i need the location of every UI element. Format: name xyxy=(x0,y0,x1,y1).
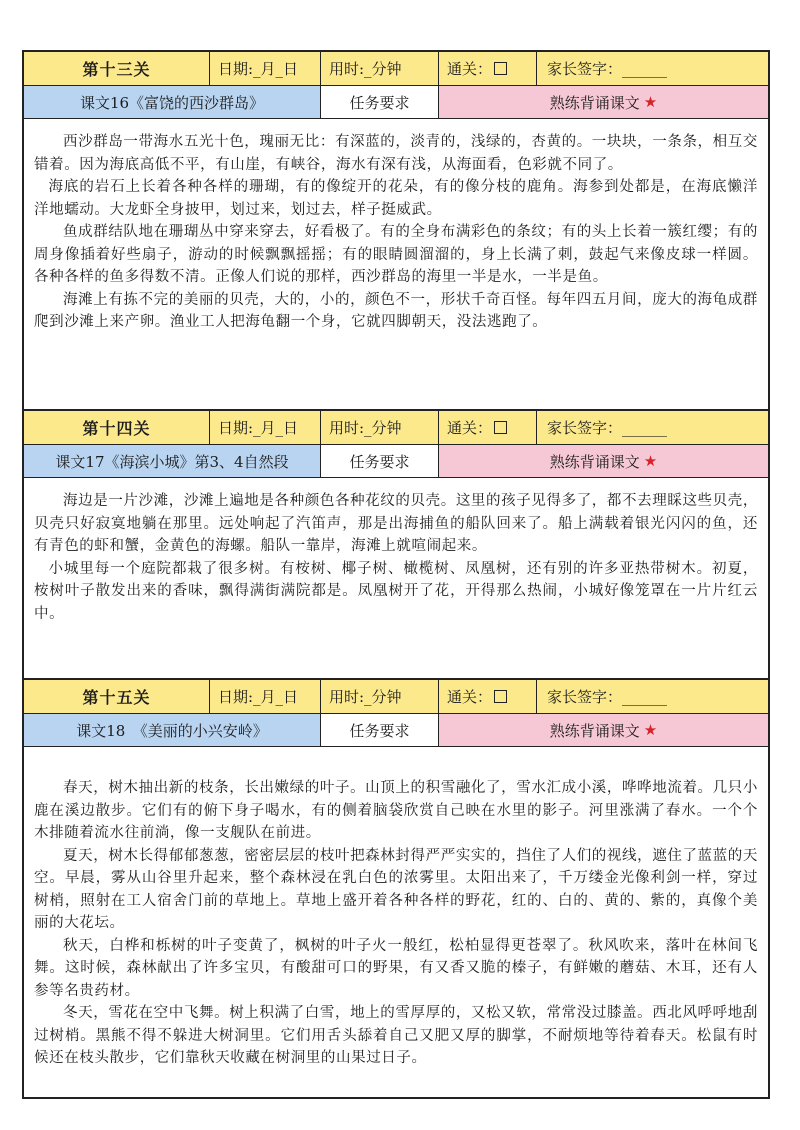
pass-field xyxy=(439,680,537,713)
pass-label: 通关： xyxy=(447,60,493,78)
star-icon: ★ xyxy=(643,452,658,470)
task-requirement xyxy=(439,714,768,746)
pass-label: 通关： xyxy=(447,419,493,437)
lesson-text xyxy=(24,119,768,409)
task-requirement xyxy=(439,86,768,118)
level-header-row xyxy=(24,52,768,86)
level-header-row xyxy=(24,411,768,445)
paragraph: 海底的岩石上长着各种各样的珊瑚，有的像绽开的花朵，有的像分枝的鹿角。海参到处都是，在海底懒洋洋地蠕动。大龙虾全身披甲，划过来，划过去，样子挺威武。 xyxy=(34,179,758,218)
task-label: 任务要求 xyxy=(321,86,439,118)
task-requirement xyxy=(439,445,768,477)
paragraph: 海滩上有拣不完的美丽的贝壳，大的，小的，颜色不一，形状千奇百怪。每年四五月间，庞大的海龟成群爬到沙滩上来产卵。渔业工人把海龟翻一个身，它就四脚朝天，没法逃跑了。 xyxy=(34,291,758,330)
date-field: 日期:_月_日 xyxy=(210,411,321,444)
paragraph: 春天，树木抽出新的枝条，长出嫩绿的叶子。山顶上的积雪融化了，雪水汇成小溪，哗哗地流着。几只小鹿在溪边散步。它们有的俯下身子喝水，有的侧着脑袋欣赏自己映在水里的影子。河里涨满了春水。一个个木排随着流水往前淌，像一支舰队在前进。 xyxy=(34,780,758,841)
paragraph: 冬天，雪花在空中飞舞。树上积满了白雪，地上的雪厚厚的，又松又软，常常没过膝盖。西北风呼呼地刮过树梢。黑熊不得不躲进大树洞里。它们用舌头舔着自己又肥又厚的脚掌，不耐烦地等待着春天。松鼠有时候还在枝头散步，它们靠秋天收藏在树洞里的山果过日子。 xyxy=(34,1005,758,1066)
level-title: 第十四关 xyxy=(24,411,210,444)
lesson-title: 课文18 《美丽的小兴安岭》 xyxy=(24,714,321,746)
paragraph: 夏天，树木长得郁郁葱葱，密密层层的枝叶把森林封得严严实实的，挡住了人们的视线，遮住了蓝蓝的天空。早晨，雾从山谷里升起来，整个森林浸在乳白色的浓雾里。太阳出来了，千万缕金光像利剑一样，穿过树梢，照射在工人宿舍门前的草地上。草地上盛开着各种各样的野花，红的、白的、黄的、紫的，真像个美丽的大花坛。 xyxy=(34,847,758,931)
lesson-row xyxy=(24,86,768,119)
lesson-text xyxy=(24,747,768,1097)
parent-signature-field: 家长签字：______ xyxy=(537,52,768,85)
level-section xyxy=(22,678,770,1099)
lesson-row xyxy=(24,714,768,747)
pass-field xyxy=(439,52,537,85)
lesson-title: 课文16《富饶的西沙群岛》 xyxy=(24,86,321,118)
pass-field xyxy=(439,411,537,444)
level-header-row xyxy=(24,680,768,714)
paragraph: 西沙群岛一带海水五光十色，瑰丽无比：有深蓝的，淡青的，浅绿的，杏黄的。一块块，一条条，相互交错着。因为海底高低不平，有山崖，有峡谷，海水有深有浅，从海面看，色彩就不同了。 xyxy=(34,134,758,173)
time-field: 用时:_分钟 xyxy=(321,411,439,444)
worksheet xyxy=(22,50,770,1099)
level-title: 第十三关 xyxy=(24,52,210,85)
pass-checkbox[interactable] xyxy=(494,690,507,703)
level-section xyxy=(22,50,770,409)
lesson-text xyxy=(24,478,768,678)
requirement-text: 熟练背诵课文 xyxy=(549,93,640,112)
pass-checkbox[interactable] xyxy=(494,421,507,434)
paragraph: 小城里每一个庭院都栽了很多树。有桉树、椰子树、橄榄树、凤凰树，还有别的许多亚热带树木。初夏，桉树叶子散发出来的香味，飘得满街满院都是。凤凰树开了花，开得那么热闹，小城好像笼罩在一片片红云中。 xyxy=(34,560,758,622)
requirement-text: 熟练背诵课文 xyxy=(549,721,640,740)
star-icon: ★ xyxy=(643,721,658,739)
pass-checkbox[interactable] xyxy=(494,62,507,75)
paragraph: 海边是一片沙滩，沙滩上遍地是各种颜色各种花纹的贝壳。这里的孩子见得多了，都不去理睬这些贝壳，贝壳只好寂寞地躺在那里。远处响起了汽笛声，那是出海捕鱼的船队回来了。船上满载着银光闪闪的鱼，还有青色的虾和蟹，金黄色的海螺。船队一靠岸，海滩上就喧闹起来。 xyxy=(34,493,758,554)
paragraph: 鱼成群结队地在珊瑚丛中穿来穿去，好看极了。有的全身布满彩色的条纹；有的头上长着一簇红缨；有的周身像插着好些扇子，游动的时候飘飘摇摇；有的眼睛圆溜溜的，身上长满了刺，鼓起气来像皮球一样圆。各种各样的鱼多得数不清。正像人们说的那样，西沙群岛的海里一半是水，一半是鱼。 xyxy=(34,224,758,285)
parent-signature-field: 家长签字：______ xyxy=(537,411,768,444)
paragraph: 秋天，白桦和栎树的叶子变黄了，枫树的叶子火一般红，松柏显得更苍翠了。秋风吹来，落叶在林间飞舞。这时候，森林献出了许多宝贝，有酸甜可口的野果，有又香又脆的榛子，有鲜嫩的蘑菇、木耳，还有人参等名贵药材。 xyxy=(34,937,758,999)
time-field: 用时:_分钟 xyxy=(321,680,439,713)
pass-label: 通关： xyxy=(447,688,493,706)
time-field: 用时:_分钟 xyxy=(321,52,439,85)
requirement-text: 熟练背诵课文 xyxy=(549,452,640,471)
date-field: 日期:_月_日 xyxy=(210,52,321,85)
level-section xyxy=(22,409,770,678)
task-label: 任务要求 xyxy=(321,714,439,746)
star-icon: ★ xyxy=(643,93,658,111)
level-title: 第十五关 xyxy=(24,680,210,713)
lesson-title: 课文17《海滨小城》第3、4自然段 xyxy=(24,445,321,477)
date-field: 日期:_月_日 xyxy=(210,680,321,713)
task-label: 任务要求 xyxy=(321,445,439,477)
parent-signature-field: 家长签字：______ xyxy=(537,680,768,713)
lesson-row xyxy=(24,445,768,478)
